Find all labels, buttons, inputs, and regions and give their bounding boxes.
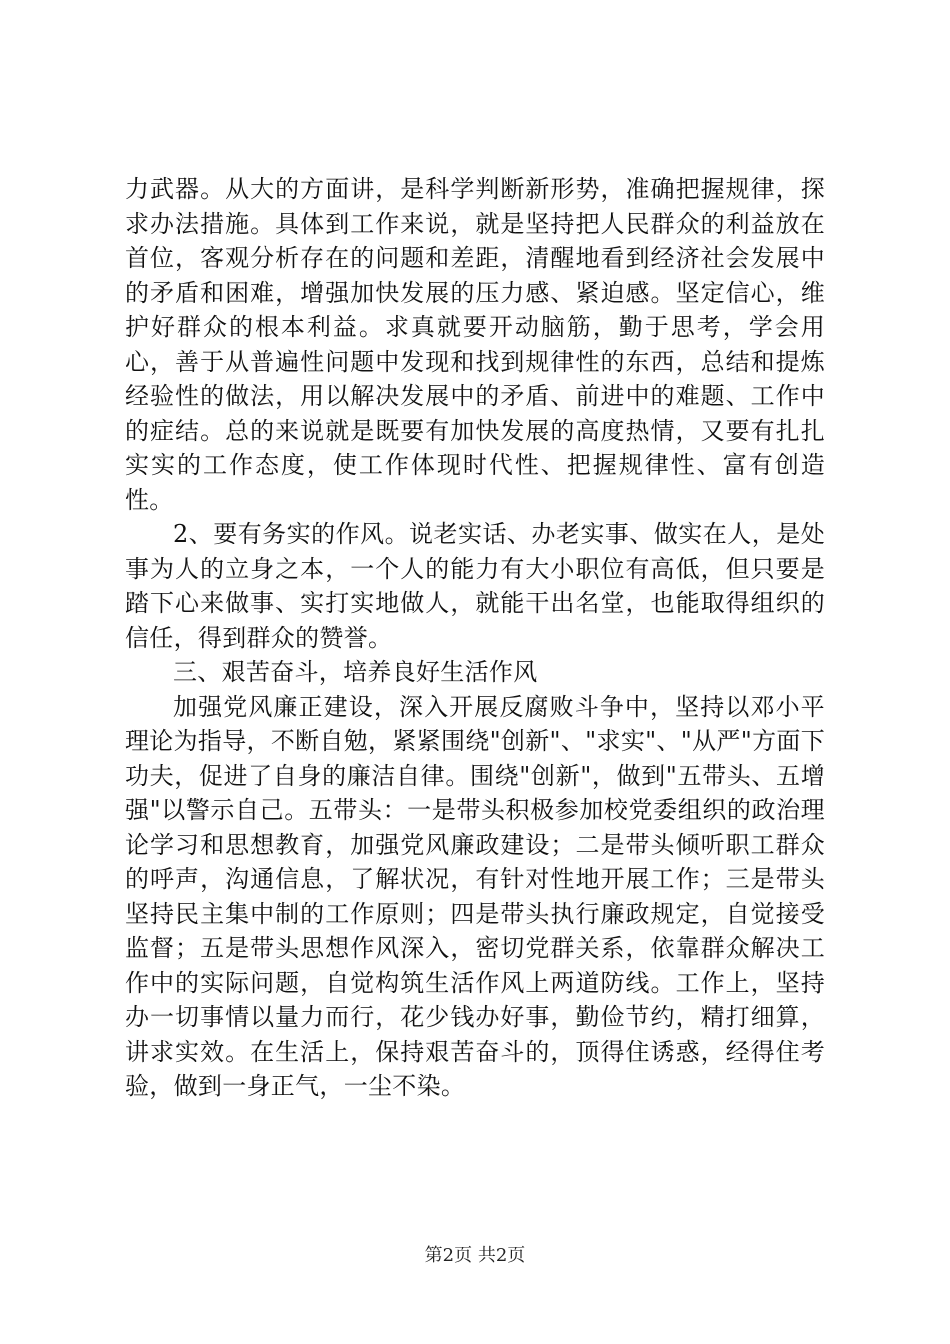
paragraph-2: 2、要有务实的作风。说老实话、办老实事、做实在人，是处事为人的立身之本，一个人的能力有大小职位有高低，但只要是踏下心来做事、实打实地做人，就能干出名堂，也能取得组织的信任，得到群众的赞誉。 [125,520,825,652]
page-footer: 第2页 共2页 [424,1245,526,1266]
paragraph-1: 力武器。从大的方面讲，是科学判断新形势，准确把握规律，探求办法措施。具体到工作来说，就是坚持把人民群众的利益放在首位，客观分析存在的问题和差距，清醒地看到经济社会发展中的矛盾和困难，增强加快发展的压力感、紧迫感。坚定信心，维护好群众的根本利益。求真就要开动脑筋，勤于思考，学会用心，善于从普遍性问题中发现和找到规律性的东西，总结和提炼经验性的做法，用以解决发展中的矛盾、前进中的难题、工作中的症结。总的来说就是既要有加快发展的高度热情，又要有扎扎实实的工作态度，使工作体现时代性、把握规律性、富有创造性。 [125,175,825,514]
section-heading: 三、艰苦奋斗，培养良好生活作风 [173,658,538,686]
document-body [125,172,825,1104]
paragraph-3: 加强党风廉正建设，深入开展反腐败斗争中，坚持以邓小平理论为指导，不断自勉，紧紧围绕"创新"、"求实"、"从严"方面下功夫，促进了自身的廉洁自律。围绕"创新"，做到"五带头、五增强"以警示自己。五带头：一是带头积极参加校党委组织的政治理论学习和思想教育，加强党风廉政建设；二是带头倾听职工群众的呼声，沟通信息，了解状况，有针对性地开展工作；三是带头坚持民主集中制的工作原则；四是带头执行廉政规定，自觉接受监督；五是带头思想作风深入，密切党群关系，依靠群众解决工作中的实际问题，自觉构筑生活作风上两道防线。工作上，坚持办一切事情以量力而行，花少钱办好事，勤俭节约，精打细算，讲求实效。在生活上，保持艰苦奋斗的，顶得住诱惑，经得住考验，做到一身正气，一尘不染。 [125,692,825,1100]
